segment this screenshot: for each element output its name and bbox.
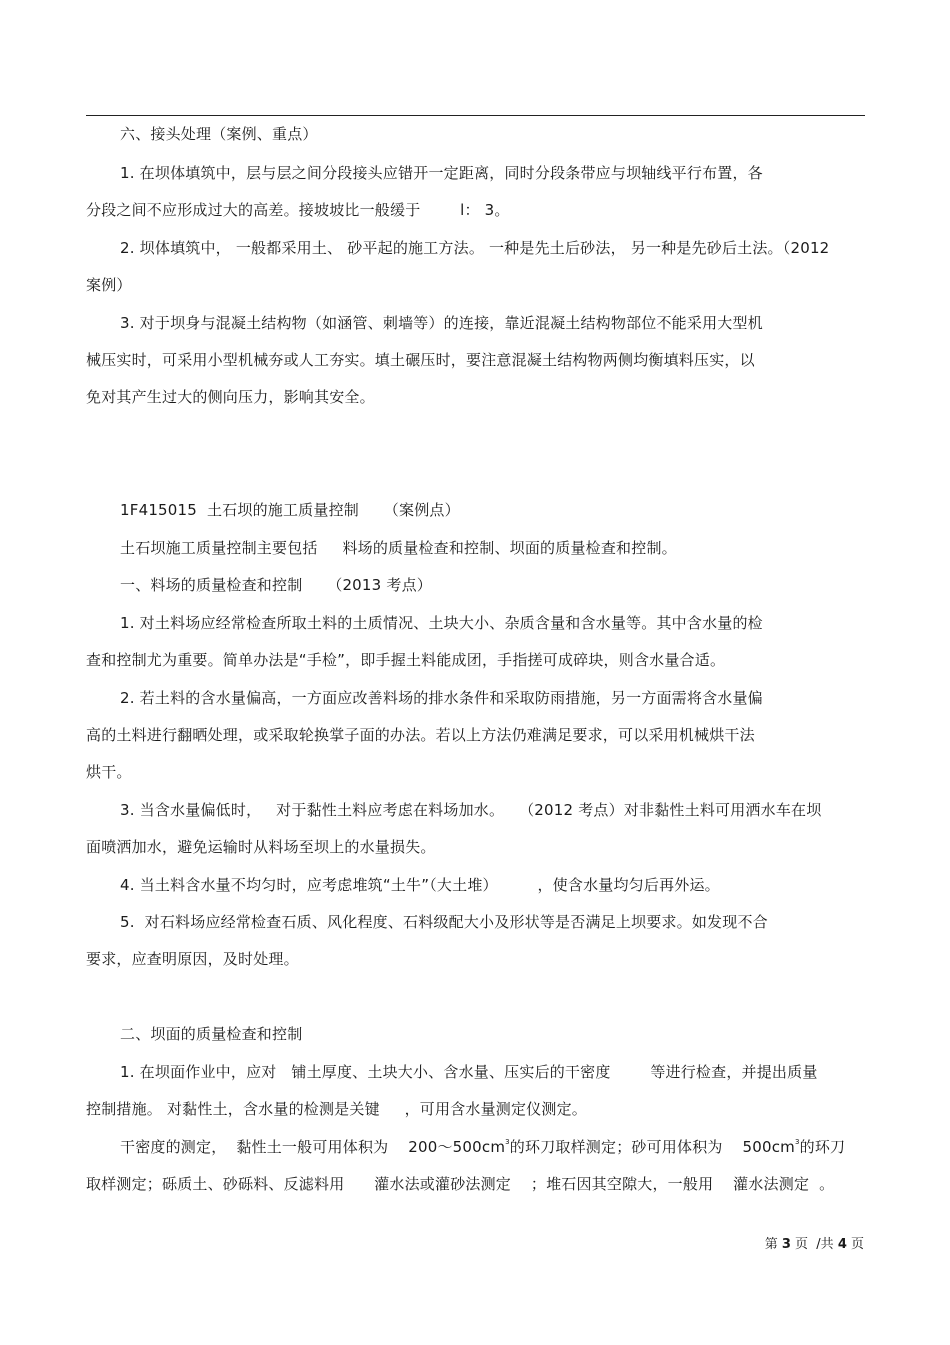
section-heading-joint: 六、接头处理（案例、重点） — [120, 125, 318, 143]
page-number: 3 — [781, 1237, 791, 1252]
paragraph-line: 查和控制尤为重要。简单办法是“手检”，即手握土料能成团，手指搓可成碎块，则含水量合适。 — [86, 651, 726, 669]
paragraph-line: 案例） — [86, 276, 132, 294]
paragraph-line: 分段之间不应形成过大的高差。接坡坡比一般缓于 l： 3。 — [86, 201, 510, 219]
footer-mid: 页 /共 — [790, 1237, 838, 1252]
paragraph-line: 4. 当土料含水量不均匀时，应考虑堆筑“土牛”（大土堆） ，使含水量均匀后再外运。 — [120, 876, 720, 894]
header-rule — [86, 115, 865, 116]
paragraph-line: 1. 对土料场应经常检查所取土料的土质情况、土块大小、杂质含量和含水量等。其中含水量的检 — [120, 614, 763, 632]
paragraph-line: 面喷洒加水，避免运输时从料场至坝上的水量损失。 — [86, 838, 436, 856]
section-heading-dam-surface: 二、坝面的质量检查和控制 — [120, 1025, 303, 1043]
section-intro: 土石坝施工质量控制主要包括 料场的质量检查和控制、坝面的质量检查和控制。 — [120, 539, 677, 557]
paragraph-line: 控制措施。 对黏性土，含水量的检测是关键 ，可用含水量测定仪测定。 — [86, 1100, 588, 1118]
text-run: 的环刀取样测定；砂可用体积为 500cm — [509, 1138, 795, 1156]
paragraph-line: 1. 在坝面作业中，应对 铺土厚度、土块大小、含水量、压实后的干密度 等进行检查，并提出质量 — [120, 1063, 818, 1081]
section-title: 1F415015 土石坝的施工质量控制 （案例点） — [120, 501, 460, 519]
paragraph-line: 要求，应查明原因，及时处理。 — [86, 950, 299, 968]
text-run: 干密度的测定， 黏性土一般可用体积为 200～500cm — [120, 1138, 506, 1156]
paragraph-line: 免对其产生过大的侧向压力，影响其安全。 — [86, 388, 375, 406]
paragraph-line: 2. 若土料的含水量偏高，一方面应改善料场的排水条件和采取防雨措施，另一方面需将含水量偏 — [120, 689, 763, 707]
paragraph-line: 3. 当含水量偏低时， 对于黏性土料应考虑在料场加水。 （2012 考点）对非黏性土料可用洒水车在坝 — [120, 801, 822, 819]
text-run: 的环刀 — [799, 1138, 846, 1156]
paragraph-line: 5. 对石料场应经常检查石质、风化程度、石料级配大小及形状等是否满足上坝要求。如发现不合 — [120, 913, 768, 931]
superscript: 3 — [505, 1138, 510, 1146]
paragraph-line: 取样测定；砾质土、砂砾料、反滤料用 灌水法或灌砂法测定 ；堆石因其空隙大，一般用 灌水法测定 。 — [86, 1175, 835, 1193]
paragraph-line: 械压实时，可采用小型机械夯或人工夯实。填土碾压时，要注意混凝土结构物两侧均衡填料压实，以 — [86, 351, 755, 369]
page-footer — [765, 1233, 864, 1252]
paragraph-line-density — [120, 1137, 845, 1157]
paragraph-line: 1. 在坝体填筑中，层与层之间分段接头应错开一定距离，同时分段条带应与坝轴线平行布置，各 — [120, 164, 763, 182]
paragraph-line: 3. 对于坝身与混凝土结构物（如涵管、刺墙等）的连接，靠近混凝土结构物部位不能采用大型机 — [120, 314, 763, 332]
section-heading-borrow: 一、料场的质量检查和控制 （2013 考点） — [120, 576, 432, 594]
total-pages: 4 — [837, 1237, 847, 1252]
paragraph-line: 2. 坝体填筑中， 一般都采用土、 砂平起的施工方法。 一种是先土后砂法， 另一种是先砂后土法。（2012 — [120, 239, 830, 257]
paragraph-line: 高的土料进行翻晒处理，或采取轮换掌子面的办法。若以上方法仍难满足要求，可以采用机械烘干法 — [86, 726, 755, 744]
paragraph-line: 烘干。 — [86, 763, 132, 781]
superscript: 3 — [794, 1138, 800, 1146]
footer-prefix: 第 — [764, 1237, 782, 1252]
footer-suffix: 页 — [846, 1237, 864, 1252]
